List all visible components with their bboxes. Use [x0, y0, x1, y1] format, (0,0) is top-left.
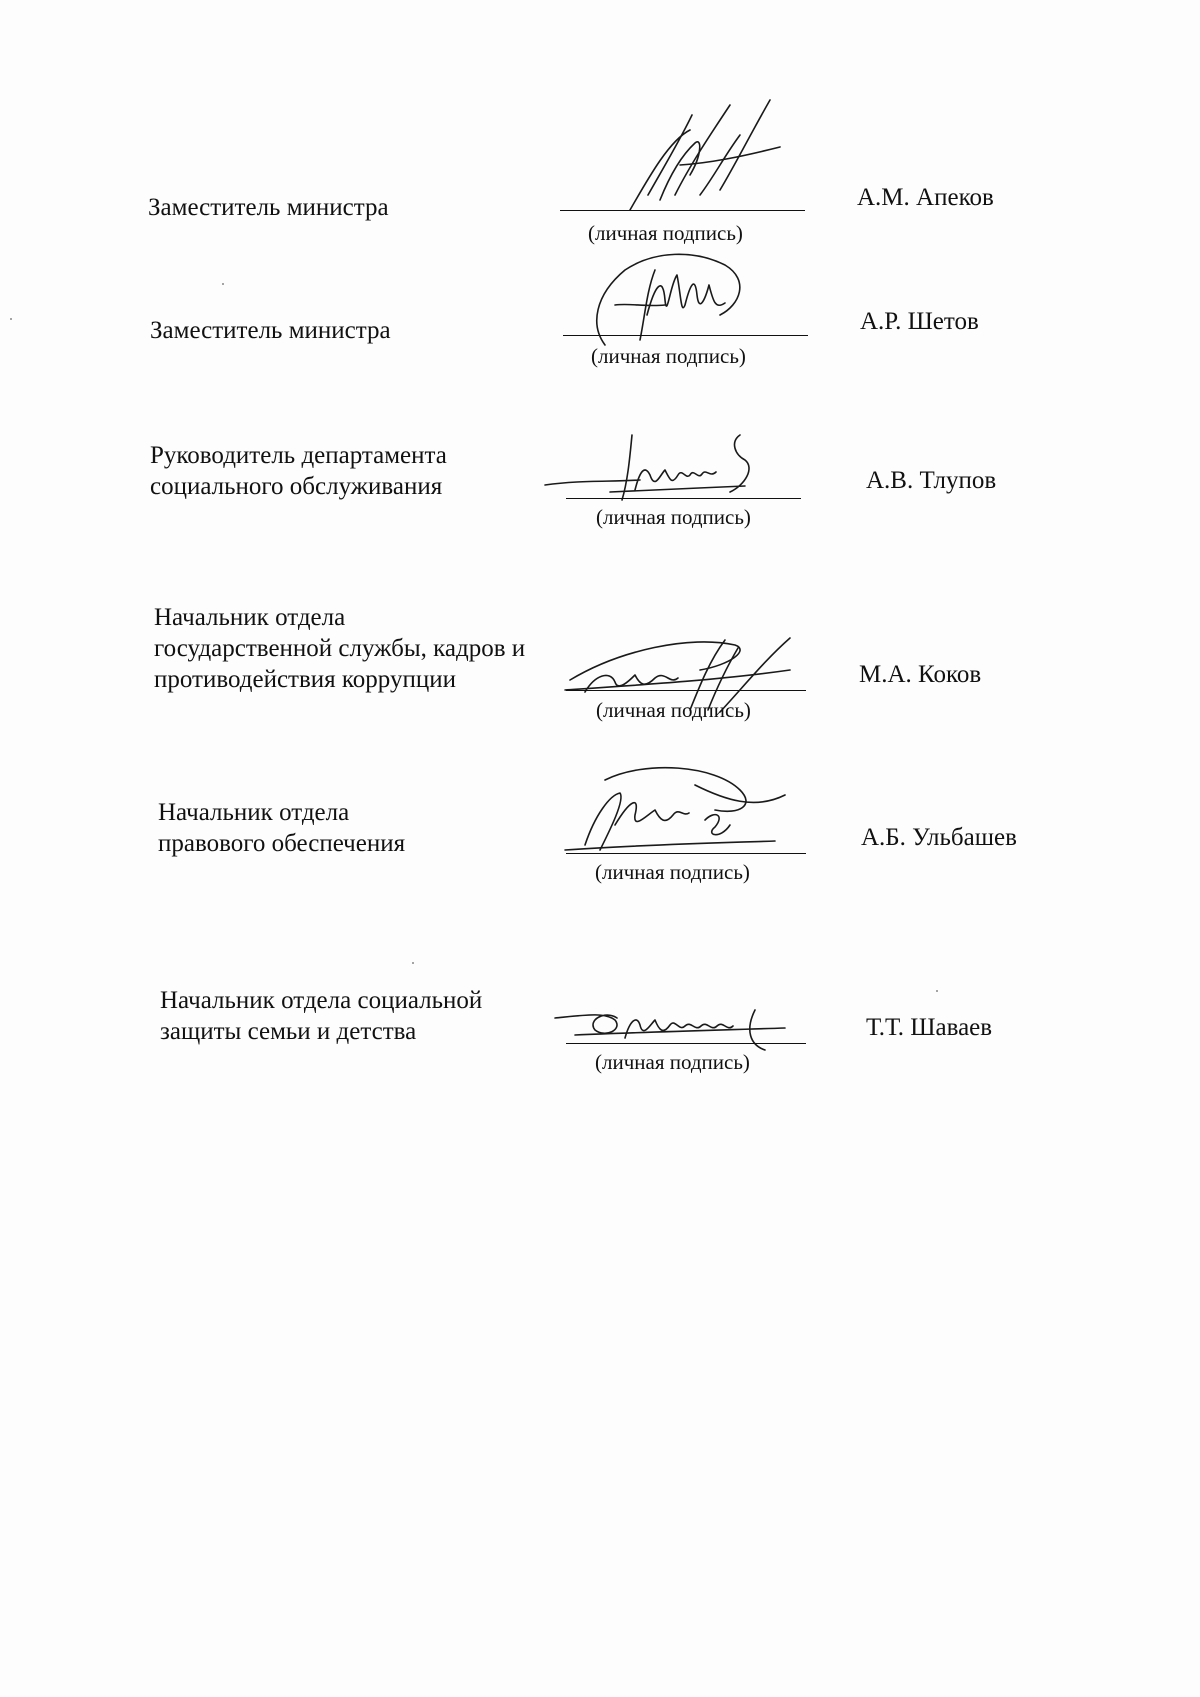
signatory-name: А.М. Апеков — [857, 184, 994, 211]
signatory-name: М.А. Коков — [859, 661, 982, 688]
position-title: Начальник отдела правового обеспечения — [158, 799, 406, 857]
signature-line — [563, 335, 808, 336]
signature-caption: (личная подпись) — [595, 1050, 750, 1074]
signatory-name: А.Р. Шетов — [860, 308, 979, 335]
scan-speck — [10, 318, 12, 320]
position-title: Начальник отдела государственной службы, кадров и противодействия коррупции — [154, 604, 526, 693]
signature-caption: (личная подпись) — [588, 221, 743, 245]
signature-line — [560, 210, 805, 211]
position-title: Заместитель министра — [148, 194, 389, 221]
signature-line — [566, 1043, 806, 1044]
handwritten-signature — [555, 755, 805, 865]
signatory-name: А.Б. Ульбашев — [861, 824, 1017, 851]
handwritten-signature — [620, 95, 820, 215]
signature-line — [566, 690, 806, 691]
signature-caption: (личная подпись) — [595, 860, 750, 884]
scan-speck — [412, 962, 414, 964]
signatory-name: А.В. Тлупов — [866, 467, 997, 494]
position-title: Начальник отдела социальной защиты семьи и детства — [160, 987, 483, 1045]
signature-line — [566, 853, 806, 854]
scan-speck — [222, 283, 224, 285]
signature-caption: (личная подпись) — [591, 344, 746, 368]
position-title: Руководитель департамента социального обслуживания — [150, 442, 447, 500]
signature-caption: (личная подпись) — [596, 505, 751, 529]
signatory-name: Т.Т. Шаваев — [866, 1014, 993, 1041]
signature-line — [566, 498, 801, 499]
position-title: Заместитель министра — [150, 317, 391, 344]
scan-speck — [936, 990, 938, 992]
signature-caption: (личная подпись) — [596, 698, 751, 722]
handwritten-signature — [585, 245, 755, 355]
